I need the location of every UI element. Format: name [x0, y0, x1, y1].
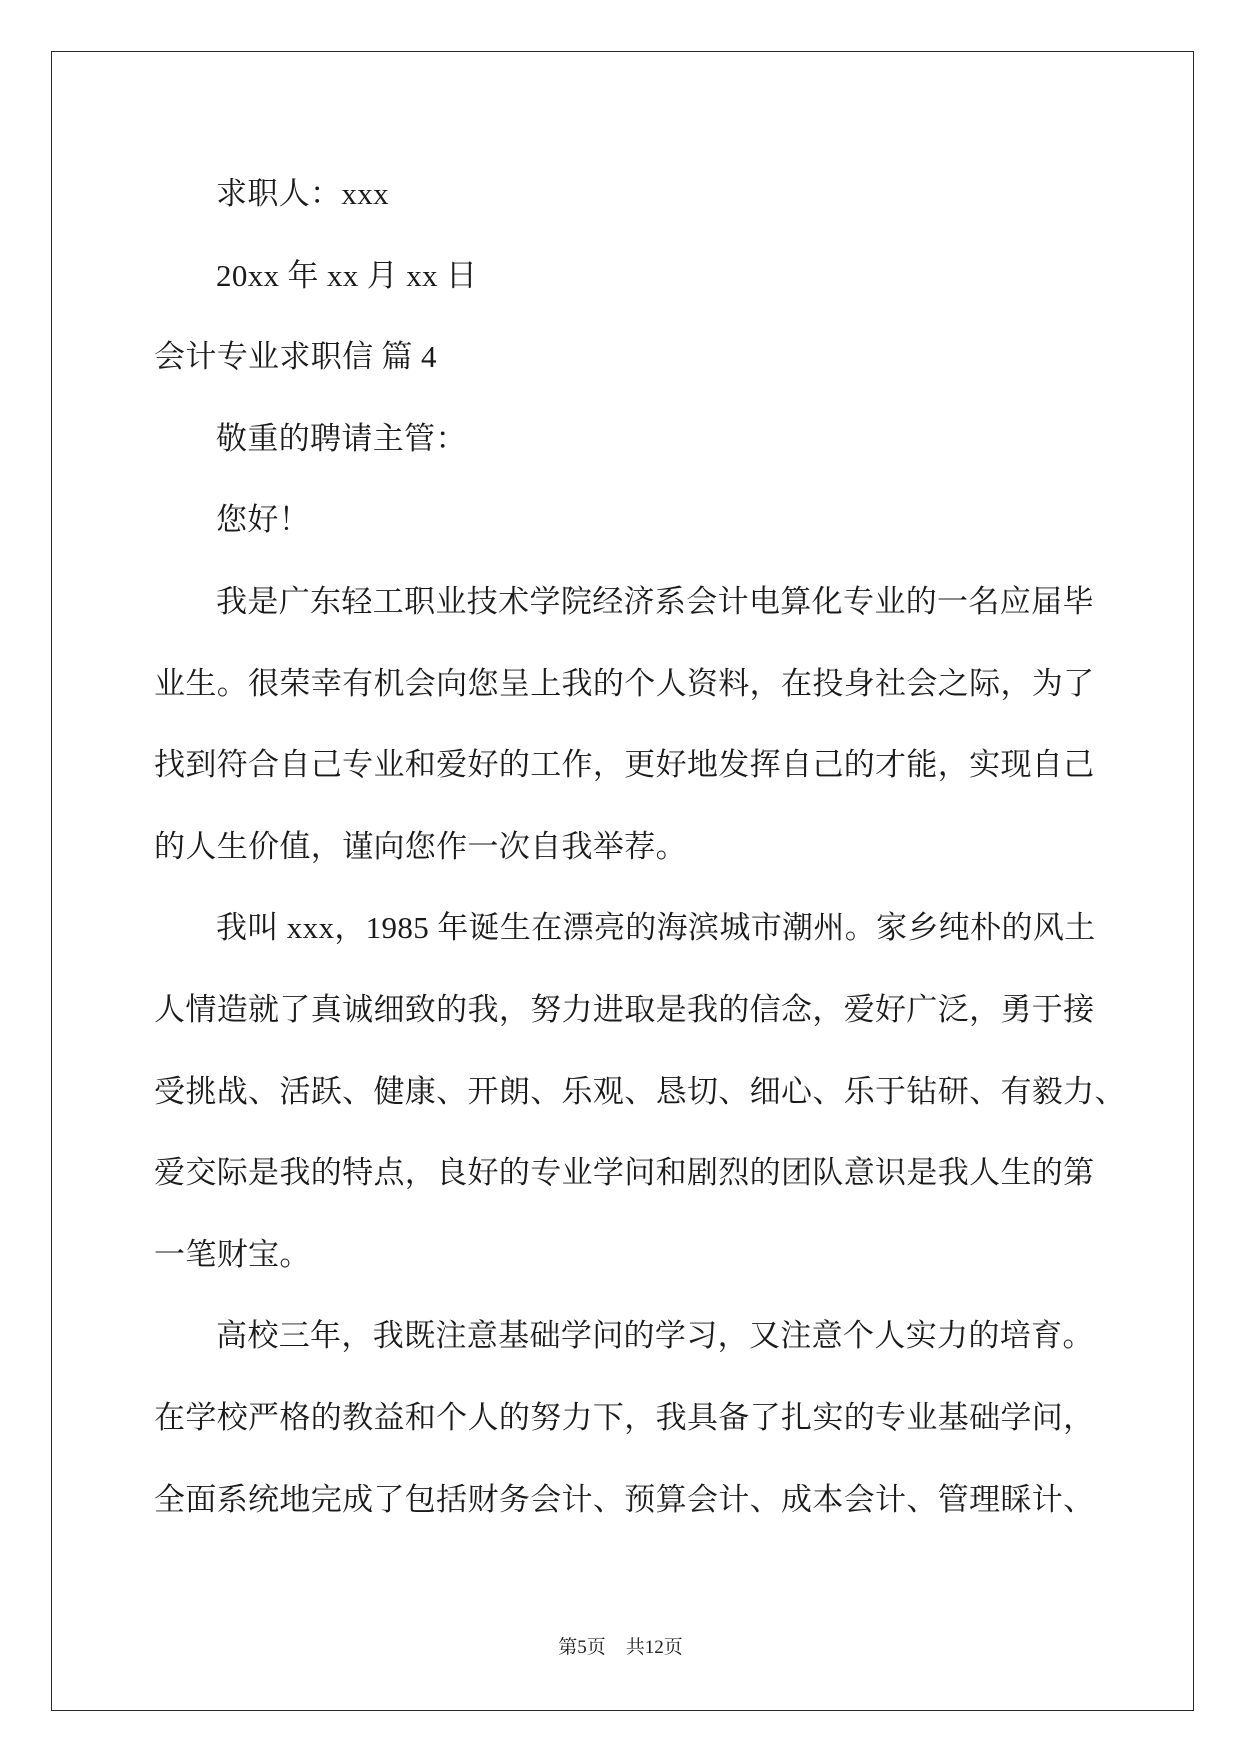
paragraph-intro: [154, 561, 1154, 887]
paragraph-line: 找到符合自己专业和爱好的工作，更好地发挥自己的才能，实现自己: [154, 747, 1095, 783]
document-body: [154, 153, 1154, 1540]
paragraph-line: 爱交际是我的特点，良好的专业学问和剧烈的团队意识是我人生的第: [154, 1155, 1095, 1191]
paragraph-line: 一笔财宝。: [154, 1236, 311, 1272]
page-number: 第5页: [558, 1637, 606, 1658]
paragraph-line: 的人生价值，谨向您作一次自我举荐。: [154, 828, 687, 864]
paragraph-line: 受挑战、活跃、健康、开朗、乐观、恳切、细心、乐于钻研、有毅力、: [154, 1073, 1126, 1109]
paragraph-line: 在学校严格的教益和个人的努力下，我具备了扎实的专业基础学问，: [154, 1399, 1095, 1435]
paragraph-line: 高校三年，我既注意基础学问的学习，又注意个人实力的培育。: [216, 1318, 1094, 1354]
paragraph-personal: [154, 887, 1154, 1295]
greeting: 您好！: [216, 502, 311, 538]
section-title: 会计专业求职信 篇 4: [154, 339, 437, 375]
date-line: 20xx 年 xx 月 xx 日: [216, 257, 478, 293]
paragraph-education: [154, 1295, 1154, 1540]
paragraph-line: 全面系统地完成了包括财务会计、预算会计、成本会计、管理睬计、: [154, 1481, 1095, 1517]
paragraph-line: 业生。很荣幸有机会向您呈上我的个人资料，在投身社会之际，为了: [154, 665, 1095, 701]
page-footer: [0, 1634, 1241, 1662]
paragraph-line: 人情造就了真诚细致的我，努力进取是我的信念，爱好广泛，勇于接: [154, 991, 1095, 1027]
salutation: 敬重的聘请主管：: [216, 420, 467, 456]
paragraph-line: 我是广东轻工职业技术学院经济系会计电算化专业的一名应届毕: [216, 583, 1094, 619]
page-total: 共12页: [625, 1637, 683, 1658]
applicant-line: 求职人：xxx: [216, 176, 389, 211]
paragraph-line: 我叫 xxx，1985 年诞生在漂亮的海滨城市潮州。家乡纯朴的风土: [216, 910, 1096, 946]
